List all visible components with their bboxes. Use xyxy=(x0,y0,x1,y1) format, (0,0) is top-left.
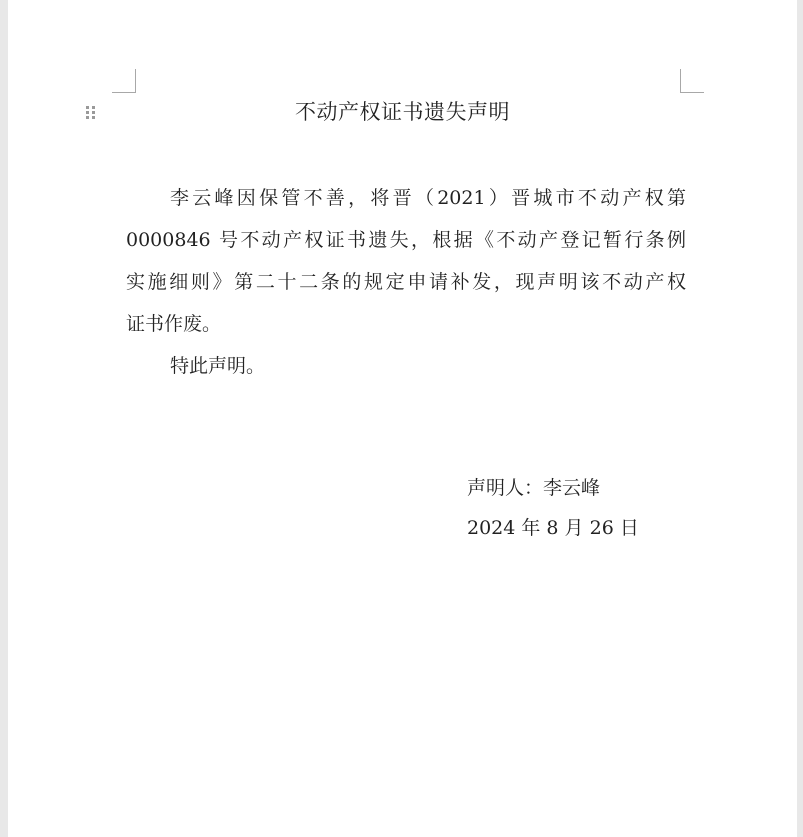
paragraph-line[interactable]: 证书作废。 xyxy=(126,313,222,335)
closing-paragraph[interactable]: 特此声明。 xyxy=(170,355,266,377)
crop-mark-top-left xyxy=(112,69,136,93)
document-title[interactable]: 不动产权证书遗失声明 xyxy=(295,100,510,124)
declarant-line[interactable]: 声明人：李云峰 xyxy=(467,477,601,499)
date-line[interactable]: 2024 年 8 月 26 日 xyxy=(467,517,639,539)
paragraph-line[interactable]: 李云峰因保管不善，将晋（2021）晋城市不动产权第 xyxy=(170,187,686,209)
document-body[interactable] xyxy=(126,180,686,390)
document-page[interactable] xyxy=(8,0,797,837)
signature-block[interactable] xyxy=(467,470,639,550)
crop-mark-top-right xyxy=(680,69,704,93)
paragraph-line[interactable]: 0000846 号不动产权证书遗失，根据《不动产登记暂行条例 xyxy=(126,229,686,251)
paragraph-line[interactable]: 实施细则》第二十二条的规定申请补发，现声明该不动产权 xyxy=(126,271,686,293)
